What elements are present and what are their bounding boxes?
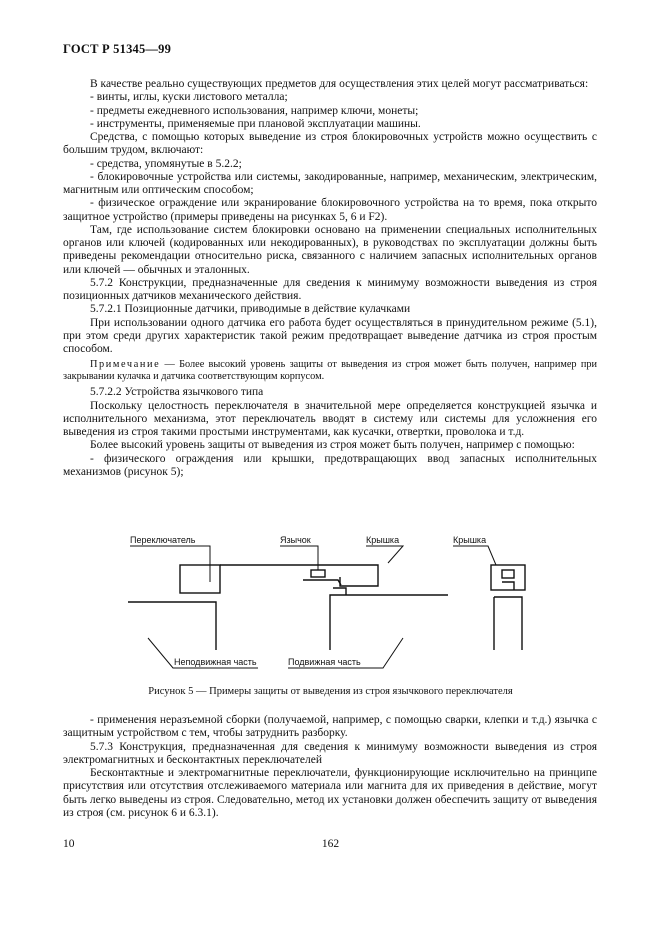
paragraph: Бесконтактные и электромагнитные переключатели, функционирующие исключительно на принципе присутствия или отсутствия отслеживаемого материала или магнита для их приведения в действие, могут быть легко выведены из строя. Следовательно, метод их установки должен обеспечить защиту от выведения из строя (см. рисунок 6 и 6.3.1). [63, 767, 597, 819]
tongue [311, 570, 325, 577]
paragraph: В качестве реально существующих предметов для осуществления этих целей могут рассматриваться: [90, 78, 589, 90]
document-header: ГОСТ Р 51345—99 [63, 42, 172, 56]
section-heading: 5.7.2 Конструкции, предназначенные для сведения к минимуму возможности выведения из строя позиционных датчиков механического действия. [63, 276, 597, 302]
right-tongue [502, 570, 514, 578]
label-cover-1: Крышка [366, 535, 400, 545]
paragraph: Поскольку целостность переключателя в значительной мере определяется конструкцией язычка и исполнительного механизма, этот переключатель вводят в систему или системы для усложнения его выведения из строя такими простыми инструментами, как кусачки, отвертки, проволока и т.д. [63, 399, 597, 438]
list-item: - применения неразъемной сборки (получаемой, например, с помощью сварки, клепки и т.д.) язычка с защитным устройством с тем, чтобы затруднить разборку. [63, 714, 597, 740]
list-item: - предметы ежедневного использования, например ключи, монеты; [90, 104, 419, 117]
body-text [63, 78, 597, 479]
cover1-leader [366, 546, 403, 563]
label-tongue: Язычок [280, 535, 311, 545]
paragraph: При использовании одного датчика его работа будет осуществляться в принудительном режиме (5.1), при этом среди других характеристик такой режим предотвращает выведение датчика из строя простым способом. [63, 316, 597, 355]
list-item: - средства, упомянутые в 5.2.2; [90, 157, 242, 170]
list-item: - физического ограждения или крышки, предотвращающих ввод запасных исполнительных механизмов (рисунок 5); [63, 452, 597, 478]
label-fixed-part: Неподвижная часть [174, 657, 257, 667]
paragraph: Там, где использование систем блокировки основано на применении специальных исполнительных органов или ключей (кодированных или некодированных), в руководствах по эксплуатации должны быть приведены рекомендации относительно риска, связанного с наличием запасных исполнительных органов или ключей — обычных и эталонных. [63, 223, 597, 276]
right-bracket [502, 582, 514, 590]
tongue-holder [303, 580, 341, 585]
note-text: — Более высокий уровень защиты от выведения из строя может быть получен, например при закрывании кулачка и датчика соответствующим корпусом. [63, 359, 597, 383]
subsection-heading: 5.7.2.1 Позиционные датчики, приводимые в действие кулачками [90, 303, 411, 316]
figure-5 [118, 530, 558, 685]
list-item: - блокировочные устройства или системы, закодированные, например, механическим, электрическим, магнитным или оптическим способом; [63, 170, 597, 196]
figure-caption: Рисунок 5 — Примеры защиты от выведения из строя язычкового переключателя [148, 686, 513, 697]
switch-body [180, 565, 220, 593]
cover2-leader [453, 546, 496, 565]
list-item: - инструменты, применяемые при плановой эксплуатации машины. [90, 117, 421, 130]
page-number-left: 10 [63, 838, 75, 850]
moving-part-outline [330, 595, 448, 650]
tongue-leader [280, 546, 318, 570]
label-moving-part: Подвижная часть [288, 657, 361, 667]
fixed-part-outline [128, 602, 216, 650]
note [63, 359, 597, 383]
moving-part-bracket [333, 588, 346, 595]
subsection-heading: 5.7.2.2 Устройства язычкового типа [90, 386, 264, 399]
guard-outline [220, 565, 378, 586]
label-cover-2: Крышка [453, 535, 487, 545]
section-heading: 5.7.3 Конструкция, предназначенная для сведения к минимуму возможности выведения из строя электромагнитных и бесконтактных переключателей [63, 740, 597, 766]
list-item: - винты, иглы, куски листового металла; [90, 91, 288, 104]
paragraph: Более высокий уровень защиты от выведения из строя может быть получен, например с помощью: [90, 439, 575, 452]
paragraph: Средства, с помощью которых выведение из строя блокировочных устройств можно осуществить с большим трудом, включают: [63, 131, 597, 157]
right-post [494, 597, 522, 650]
list-item: - физическое ограждение или экранирование блокировочного устройства на то время, пока открыто защитное устройство (примеры приведены на рисунках 5, 6 и F2). [63, 197, 597, 223]
label-switch: Переключатель [130, 535, 196, 545]
note-label: Примечание [90, 359, 161, 371]
page-number-center: 162 [321, 838, 340, 850]
switch-leader [130, 546, 210, 582]
body-text-continued [63, 714, 597, 820]
figure-diagram [118, 530, 558, 680]
